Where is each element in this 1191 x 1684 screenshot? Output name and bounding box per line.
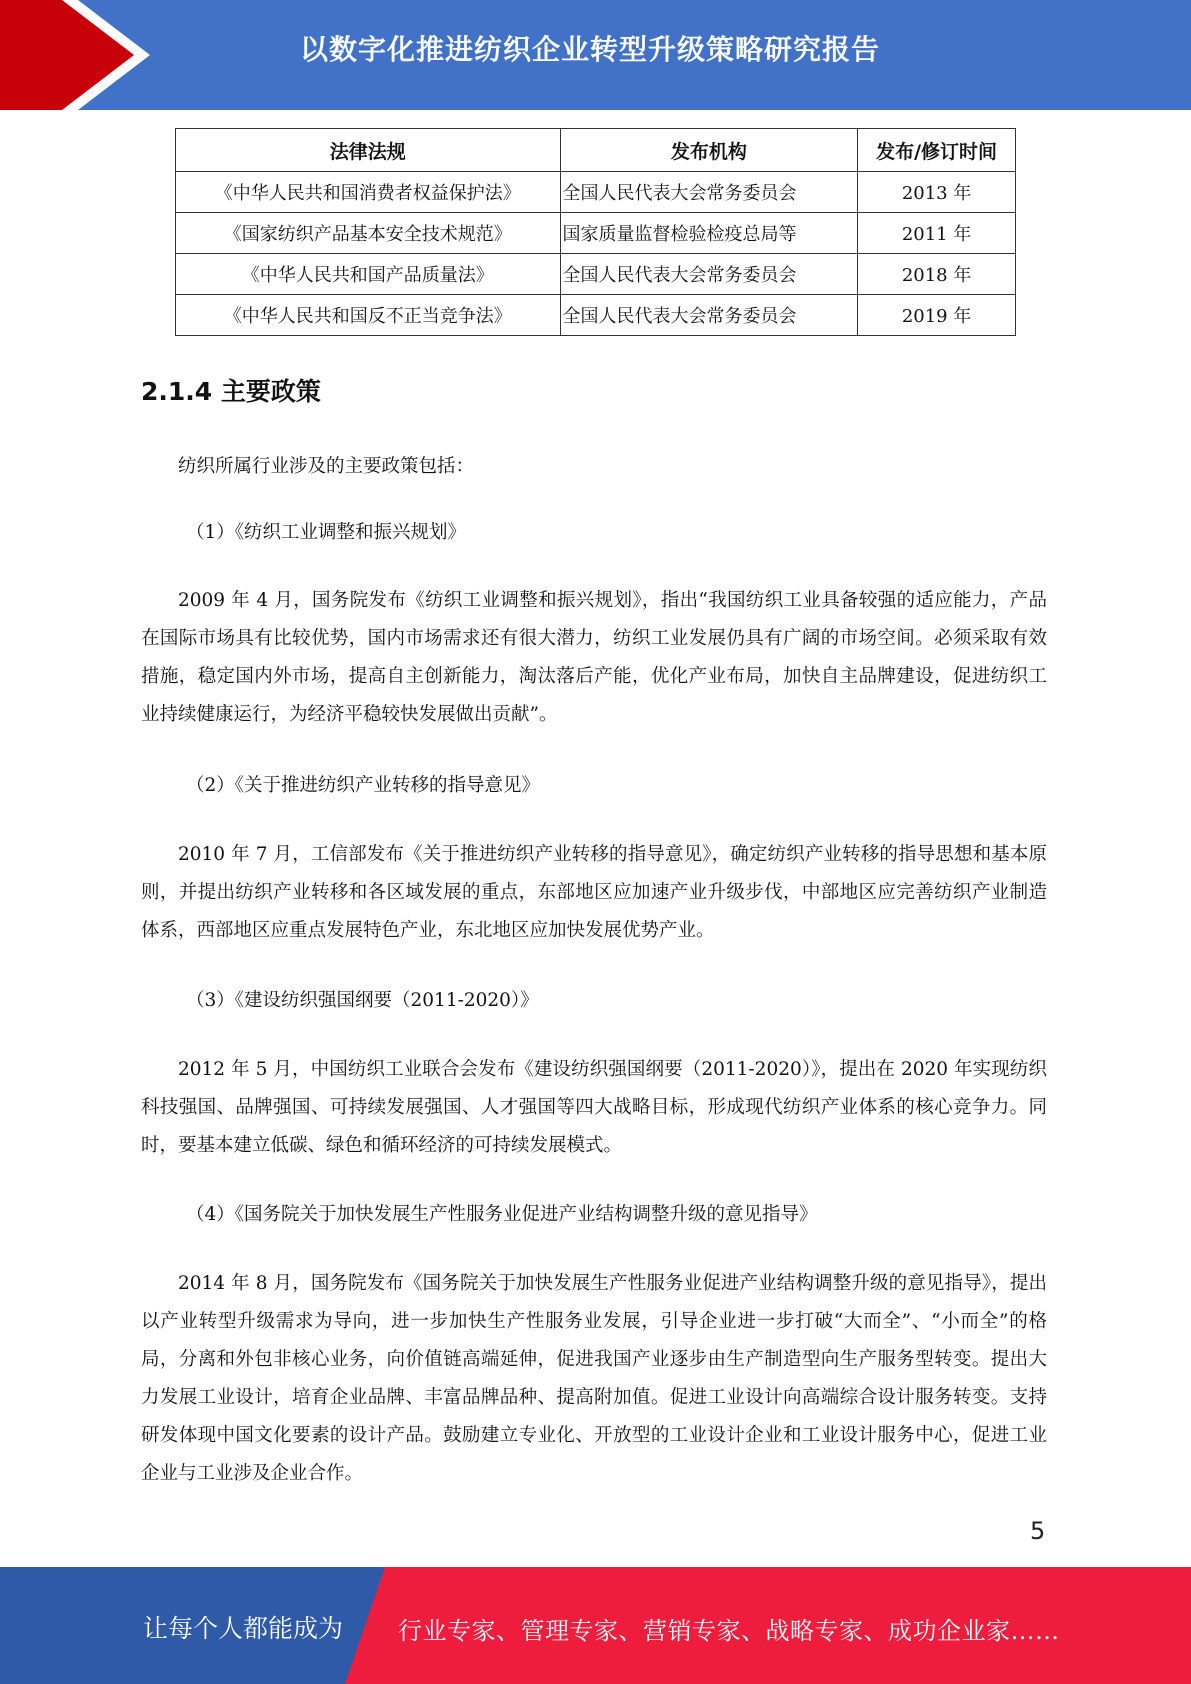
law-name-cell: 《国家纺织产品基本安全技术规范》 — [176, 213, 561, 254]
report-title: 以数字化推进纺织企业转型升级策略研究报告 — [300, 33, 881, 66]
policy-title: （3）《建设纺织强国纲要（2011-2020）》 — [186, 990, 539, 1011]
date-cell: 2018 年 — [858, 254, 1016, 295]
policy-title: （1）《纺织工业调整和振兴规划》 — [186, 522, 467, 543]
agency-cell: 全国人民代表大会常务委员会 — [560, 254, 858, 295]
agency-cell: 全国人民代表大会常务委员会 — [560, 295, 858, 336]
law-name-cell: 《中华人民共和国消费者权益保护法》 — [176, 172, 561, 213]
law-name-cell: 《中华人民共和国反不正当竞争法》 — [176, 295, 561, 336]
laws-table — [175, 128, 1016, 336]
policy-paragraph: 2010 年 7 月，工信部发布《关于推进纺织产业转移的指导意见》，确定纺织产业转移的指导思想和基本原则，并提出纺织产业转移和各区域发展的重点，东部地区应加速产业升级步伐，中部地区应完善纺织产业制造体系，西部地区应重点发展特色产业，东北地区应加快发展优势产业。 — [141, 844, 1047, 941]
table-row — [176, 254, 1016, 295]
section-heading: 2.1.4 主要政策 — [141, 377, 321, 406]
policy-title: （4）《国务院关于加快发展生产性服务业促进产业结构调整升级的意见指导》 — [186, 1204, 818, 1225]
policy-paragraph: 2014 年 8 月，国务院发布《国务院关于加快发展生产性服务业促进产业结构调整升级的意见指导》，提出以产业转型升级需求为导向，进一步加快生产性服务业发展，引导企业进一步打破“大而全”、“小而全”的格局，分离和外包非核心业务，向价值链高端延伸，促进我国产业逐步由生产制造型向生产服务型转变。提出大力发展工业设计，培育企业品牌、丰富品牌品种、提高附加值。促进工业设计向高端综合设计服务转变。支持研发体现中国文化要素的设计产品。鼓励建立专业化、开放型的工业设计企业和工业设计服务中心，促进工业企业与工业涉及企业合作。 — [141, 1273, 1047, 1484]
table-row — [176, 213, 1016, 254]
table-row — [176, 172, 1016, 213]
table-row — [176, 295, 1016, 336]
column-header-agency: 发布机构 — [560, 129, 858, 172]
date-cell: 2013 年 — [858, 172, 1016, 213]
agency-cell: 全国人民代表大会常务委员会 — [560, 172, 858, 213]
policy-paragraph: 2012 年 5 月，中国纺织工业联合会发布《建设纺织强国纲要（2011-2020）》，提出在 2020 年实现纺织科技强国、品牌强国、可持续发展强国、人才强国等四大战略目标，形成现代纺织产业体系的核心竞争力。同时，要基本建立低碳、绿色和循环经济的可持续发展模式。 — [141, 1059, 1047, 1156]
policy-title: （2）《关于推进纺织产业转移的指导意见》 — [186, 775, 541, 796]
date-cell: 2011 年 — [858, 213, 1016, 254]
chevron-decoration-icon — [0, 0, 160, 110]
agency-cell: 国家质量监督检验检疫总局等 — [560, 213, 858, 254]
policy-paragraph: 2009 年 4 月，国务院发布《纺织工业调整和振兴规划》，指出“我国纺织工业具备较强的适应能力，产品在国际市场具有比较优势，国内市场需求还有很大潜力，纺织工业发展仍具有广阔的市场空间。必须采取有效措施，稳定国内外市场，提高自主创新能力，淘汰落后产能，优化产业布局，加快自主品牌建设，促进纺织工业持续健康运行，为经济平稳较快发展做出贡献”。 — [141, 590, 1047, 725]
page-number: 5 — [1030, 1517, 1046, 1545]
section-intro: 纺织所属行业涉及的主要政策包括： — [178, 456, 475, 477]
footer-banner — [0, 1567, 1191, 1684]
law-name-cell: 《中华人民共和国产品质量法》 — [176, 254, 561, 295]
footer-slogan-right: 行业专家、管理专家、营销专家、战略专家、成功企业家…… — [398, 1617, 1060, 1645]
column-header-law: 法律法规 — [176, 129, 561, 172]
header-banner — [0, 0, 1191, 110]
table-header-row — [176, 129, 1016, 172]
column-header-date: 发布/修订时间 — [858, 129, 1016, 172]
footer-slogan-left: 让每个人都能成为 — [143, 1614, 344, 1643]
date-cell: 2019 年 — [858, 295, 1016, 336]
